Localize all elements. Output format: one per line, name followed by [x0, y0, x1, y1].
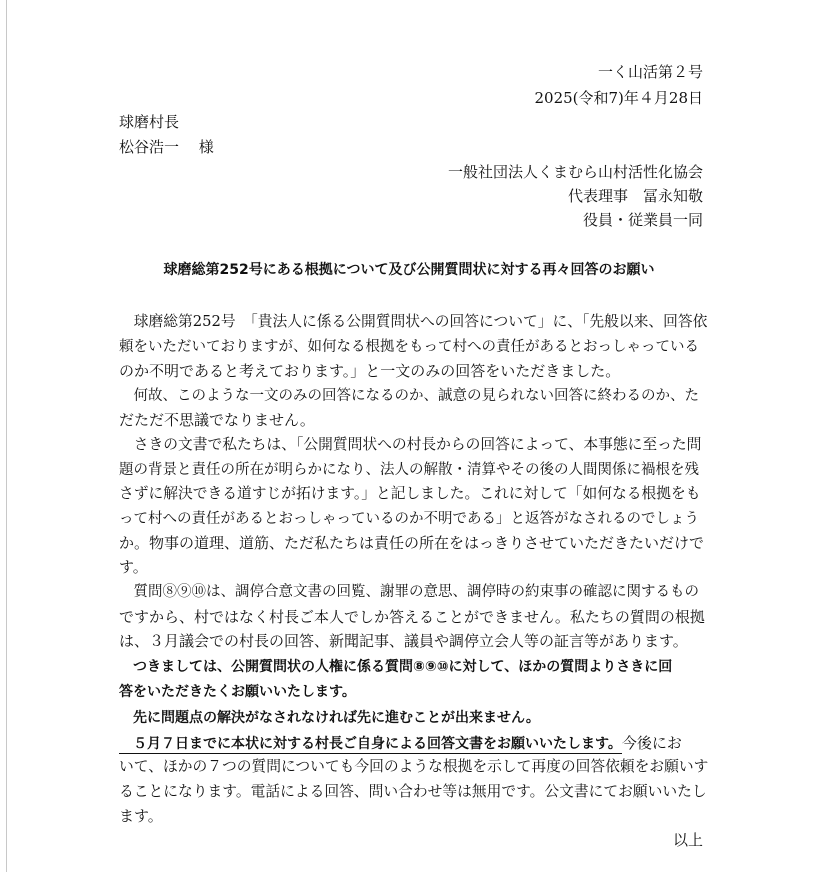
sender-representative: 代表理事 冨永知敬: [567, 187, 703, 205]
body-line: って村への責任があるとおっしゃっているのか不明である」と返答がなされるのでしょう: [119, 511, 699, 527]
document-date: 2025(令和7)年４月28日: [534, 89, 703, 107]
document-title: 球磨総第252号にある根拠について及び公開質問状に対する再々回答のお願い: [163, 262, 655, 278]
sender-organization: 一般社団法人くまむら山村活性化協会: [447, 163, 703, 181]
document-number: 一く山活第２号: [597, 63, 703, 81]
sender-staff: 役員・従業員一同: [582, 211, 703, 229]
page-margin-rule: [6, 0, 7, 872]
body-line: ですから、村ではなく村長ご本人でしか答えることができません。私たちの質問の根拠: [119, 608, 705, 626]
body-line: 題の背景と責任の所在が明らかになり、法人の解散・清算やその後の人間関係に禍根を残: [119, 462, 699, 478]
body-line: 何故、このような一文のみの回答になるのか、誠意の見られない回答に終わるのか、た: [119, 388, 699, 404]
bold-body-line: 先に問題点の解決がなされなければ先に進むことが出来ません。: [119, 710, 540, 726]
recipient-title: 球磨村長: [119, 113, 180, 131]
body-line: いて、ほかの７つの質問についても今回のような根拠を示して再度の回答依頼をお願いす: [119, 758, 709, 775]
body-line: す。: [119, 558, 148, 576]
body-line: だただ不思議でなりません。: [119, 411, 315, 429]
body-line: ます。: [119, 807, 163, 825]
bold-body-line: つきましては、公開質問状の人権に係る質問⑧⑨⑩に対して、ほかの質問よりさきに回: [119, 659, 673, 675]
recipient-name: 松谷浩一 様: [119, 138, 214, 156]
deadline-request: ５月７日までに本状に対する村長ご自身による回答文書をお願いいたします。: [119, 736, 622, 752]
bold-body-line: 答をいただきたくお願いいたします。: [119, 684, 356, 700]
body-line: のか不明であると考えております。」と一文のみの回答をいただきました。: [119, 362, 621, 380]
closing-text: 以上: [672, 831, 703, 849]
body-line: 質問⑧⑨⑩は、調停合意文書の回覧、謝罪の意思、調停時の約束事の確認に関するもの: [119, 584, 699, 600]
body-line: は、３月議会での村長の回答、新聞記事、議員や調停立会人等の証言等があります。: [119, 632, 688, 650]
body-line: 球磨総第252号 「貴法人に係る公開質問状への回答について」に、「先般以来、回答依: [119, 313, 708, 330]
body-line: か。物事の道理、道筋、ただ私たちは責任の所在をはっきりさせていただきたいだけで: [119, 534, 705, 552]
body-line: さずに解決できる道すじが拓けます。」と記しました。これに対して「如何なる根拠をも: [119, 485, 701, 502]
body-line: ることになります。電話による回答、問い合わせ等は無用です。公文書にてお願いいたし: [119, 783, 707, 800]
body-line: 頼をいただいておりますが、如何なる根拠をもって村への責任があるとおっしゃっている: [119, 339, 699, 355]
body-line: さきの文書で私たちは、「公開質問状への村長からの回答によって、本事態に至った問: [119, 436, 702, 453]
deadline-line: [119, 733, 682, 754]
deadline-continuation: 今後にお: [621, 734, 682, 752]
